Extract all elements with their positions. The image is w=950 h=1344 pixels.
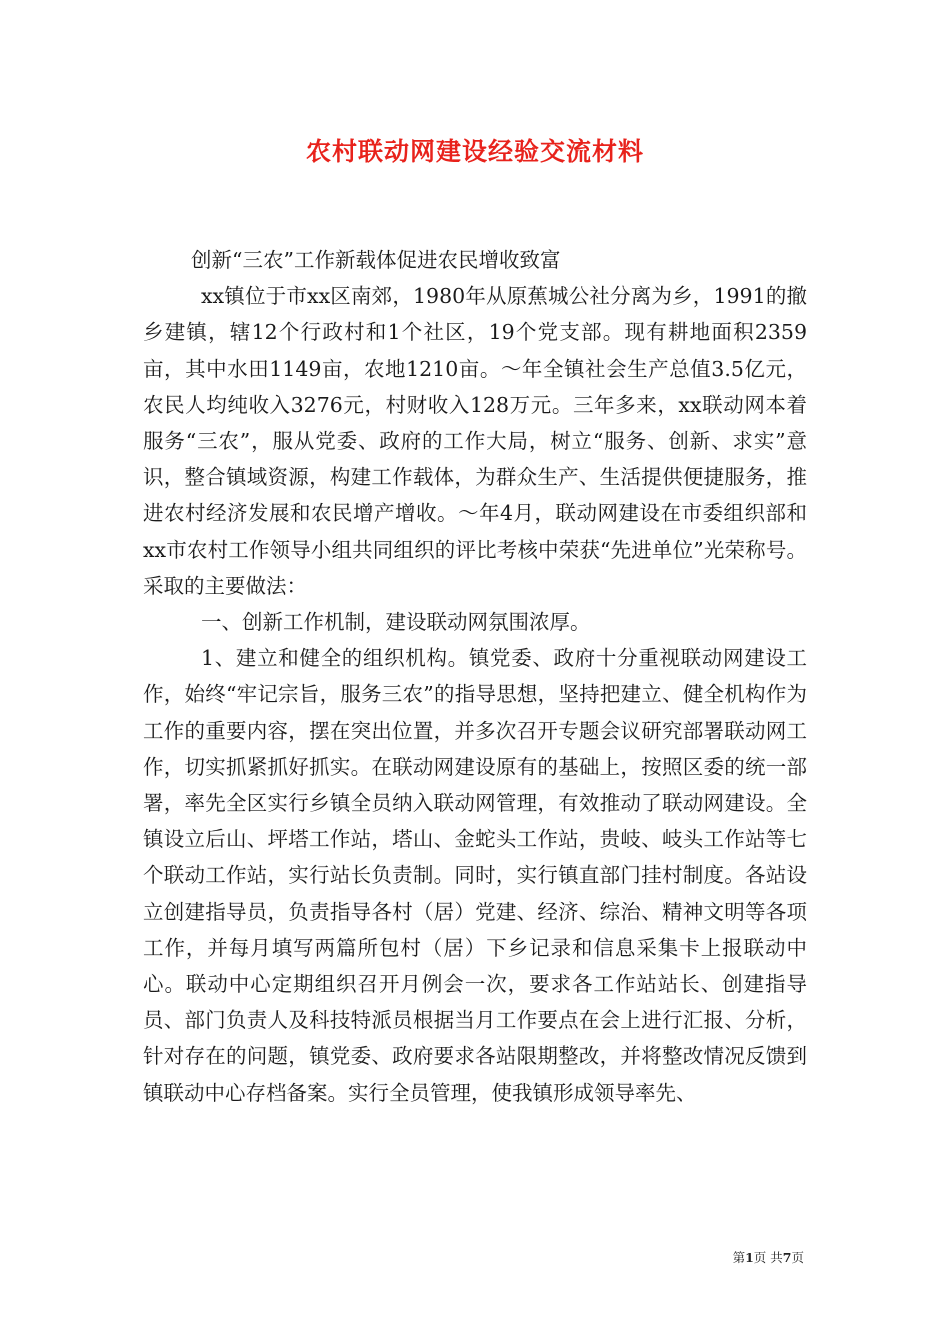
document-title: 农村联动网建设经验交流材料 bbox=[305, 137, 644, 166]
footer-middle: 页 共 bbox=[753, 1250, 783, 1265]
footer-total-pages: 7 bbox=[782, 1250, 792, 1265]
document-subtitle: 创新“三农”工作新载体促进农民增收致富 bbox=[191, 248, 561, 272]
document-body bbox=[143, 242, 807, 1111]
page-number-footer bbox=[733, 1248, 804, 1266]
footer-current-page: 1 bbox=[745, 1250, 754, 1265]
section-heading: 一、创新工作机制，建设联动网氛围浓厚。 bbox=[201, 610, 591, 635]
paragraph-intro: xx镇位于市xx区南郊，1980年从原蕉城公社分离为乡，1991的撤乡建镇，辖12个行政村和1个社区，19个党支部。现有耕地面积2359亩，其中水田1149亩，农地1210亩。～年全镇社会生产总值3.5亿元，农民人均纯收入3276元，村财收入128万元。三年多来，xx联动网本着服务“三农”，服从党委、政府的工作大局，树立“服务、创新、求实”意识，整合镇域资源，构建工作载体，为群众生产、生活提供便捷服务，推进农村经济发展和农民增产增收。～年4月，联动网建设在市委组织部和xx市农村工作领导小组共同组织的评比考核中荣获“先进单位”光荣称号。采取的主要做法： bbox=[143, 284, 807, 598]
footer-prefix: 第 bbox=[732, 1250, 746, 1265]
paragraph-organization: 1、建立和健全的组织机构。镇党委、政府十分重视联动网建设工作，始终“牢记宗旨，服务三农”的指导思想，坚持把建立、健全机构作为工作的重要内容，摆在突出位置，并多次召开专题会议研究部署联动网工作，切实抓紧抓好抓实。在联动网建设原有的基础上，按照区委的统一部署，率先全区实行乡镇全员纳入联动网管理，有效推动了联动网建设。全镇设立后山、坪塔工作站，塔山、金蛇头工作站，贵岐、岐头工作站等七个联动工作站，实行站长负责制。同时，实行镇直部门挂村制度。各站设立创建指导员，负责指导各村（居）党建、经济、综治、精神文明等各项工作，并每月填写两篇所包村（居）下乡记录和信息采集卡上报联动中心。联动中心定期组织召开月例会一次，要求各工作站站长、创建指导员、部门负责人及科技特派员根据当月工作要点在会上进行汇报、分析，针对存在的问题，镇党委、政府要求各站限期整改，并将整改情况反馈到镇联动中心存档备案。实行全员管理，使我镇形成领导率先、 bbox=[143, 646, 807, 1105]
footer-suffix: 页 bbox=[791, 1250, 804, 1265]
